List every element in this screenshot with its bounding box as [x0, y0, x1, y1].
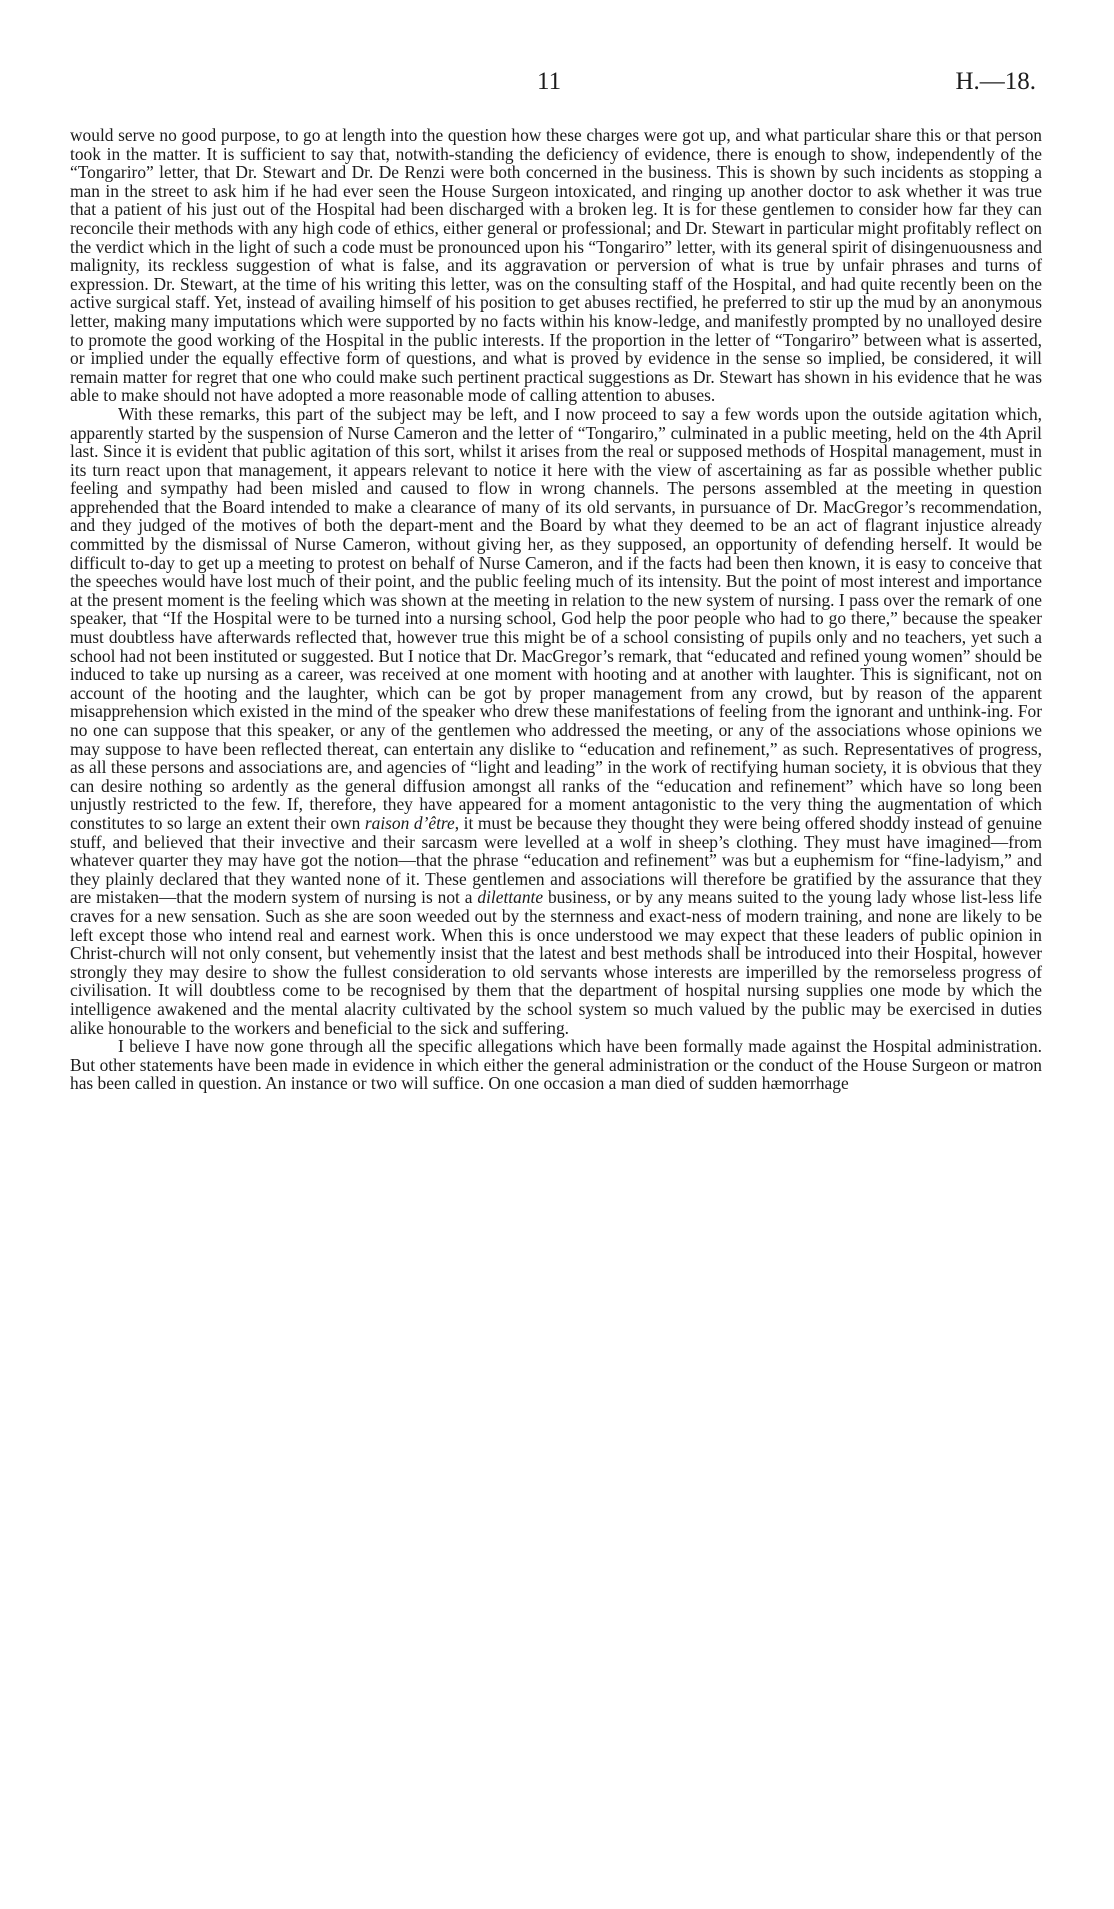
text-run: would serve no good purpose, to go at length into the question how these charges were got up, and what particular share this or that person took in the matter. It is sufficient to say that, notwith-standing the deficiency of evidence, there is enough to show, independently of the “Tongariro” letter, that Dr. Stewart and Dr. De Renzi were both concerned in the business. This is shown by such incidents as stopping a man in the street to ask him if he had ever seen the House Surgeon intoxicated, and ringing up another doctor to ask whether it was true that a patient of his just out of the Hospital had been discharged with a broken leg. It is for these gentlemen to consider how far they can reconcile their methods with any high code of ethics, either general or professional; and Dr. Stewart in particular might profitably reflect on the verdict which in the light of such a code must be pronounced upon his “Tongariro” letter, with its general spirit of disingenuousness and malignity, its reckless suggestion of what is false, and its aggravation or perversion of what is true by unfair phrases and turns of expression. Dr. Stewart, at the time of his writing this letter, was on the consulting staff of the Hospital, and had quite recently been on the active surgical staff. Yet, instead of availing himself of his position to get abuses rectified, he preferred to stir up the mud by an anonymous letter, making many imputations which were supported by no facts within his know-ledge, and manifestly prompted by no unalloyed desire to promote the good working of the Hospital in the public interests. If the proportion in the letter of “Tongariro” between what is asserted, or implied under the equally effective form of questions, and what is proved by evidence in the sense so implied, be considered, it will remain matter for regret that one who could make such pertinent practical suggestions as Dr. Stewart has shown in his evidence that he was able to make should not have adopted a more reasonable mode of calling attention to abuses. — [70, 125, 1042, 406]
paragraph-specific-allegations — [70, 1037, 1042, 1093]
text-run: With these remarks, this part of the subject may be left, and I now proceed to say a few words upon the outside agitation which, apparently started by the suspension of Nurse Cameron and the letter of “Tongariro,” culminated in a public meeting, held on the 4th April last. Since it is evident that public agitation of this sort, whilst it arises from the real or supposed methods of Hospital management, must in its turn react upon that management, it appears relevant to notice it here with the view of ascertaining as far as possible whether public feeling and sympathy had been misled and caused to flow in wrong channels. The persons assembled at the meeting in question apprehended that the Board intended to make a clearance of many of its old servants, in pursuance of Dr. MacGregor’s recommendation, and they judged of the motives of both the depart-ment and the Board by what they deemed to be an act of flagrant injustice already committed by the dismissal of Nurse Cameron, without giving her, as they supposed, an opportunity of defending herself. It would be difficult to-day to get up a meeting to protest on behalf of Nurse Cameron, and if the facts had been then known, it is easy to conceive that the speeches would have lost much of their point, and the public feeling much of its intensity. But the point of most interest and importance at the present moment is the feeling which was shown at the meeting in relation to the new system of nursing. I pass over the remark of one speaker, that “If the Hospital were to be turned into a nursing school, God help the poor people who had to go there,” because the speaker must doubtless have afterwards reflected that, however true this might be of a school consisting of pupils only and no teachers, yet such a school had not been instituted or suggested. But I notice that Dr. MacGregor’s remark, that “educated and refined young women” should be induced to take up nursing as a career, was received at one moment with hooting and at another with laughter. This is significant, not on account of the hooting and the laughter, which can be got by proper management from any crowd, but by reason of the apparent misapprehension which existed in the mind of the speaker who drew these manifestations of feeling from the ignorant and unthink-ing. For no one can suppose that this speaker, or any of the gentlemen who addressed the meeting, or any of the associations whose opinions we may suppose to have been reflected thereat, can entertain any dislike to “education and refinement,” as such. Representatives of progress, as all these persons and associations are, and agencies of “light and leading” in the work of rectifying human society, it is obvious that they can desire nothing so ardently as the general diffusion amongst all ranks of the “education and refinement” which have so long been unjustly restricted to the few. If, therefore, they have appeared for a moment antagonistic to the very thing the augmentation of which constitutes to so large an extent their own — [70, 403, 1042, 833]
page-header — [0, 68, 1114, 102]
text-run: business, or by any means suited to the young lady whose list-less life craves for a new sensation. Such as she are soon weeded out by the sternness and exact-ness of modern training, and none are likely to be left except those who intend real and earnest work. When this is once understood we may expect that these leaders of public opinion in Christ-church will not only consent, but vehemently insist that the latest and best methods shall be introduced into their Hospital, however strongly they may desire to show the fullest consideration to old servants whose interests are imperilled by the remorseless progress of civilisation. It will doubtless come to be recognised by them that the department of hospital nursing supplies one mode by which the intelligence awakened and the mental alacrity cultivated by the school system so much valued by the public may be exercised in duties alike honourable to the workers and beneficial to the sick and suffering. — [70, 887, 1042, 1038]
document-reference: H.—18. — [955, 68, 1036, 95]
page-number: 11 — [537, 68, 562, 95]
paragraph-outside-agitation — [70, 405, 1042, 1037]
text-run: I believe I have now gone through all the specific allegations which have been formally made against the Hospital administration. But other statements have been made in evidence in which either the general administration or the conduct of the House Surgeon or matron has been called in question. An instance or two will suffice. On one occasion a man died of sudden hæmorrhage — [70, 1036, 1042, 1094]
italic-text-run: dilettante — [477, 887, 544, 908]
text-run: , it must be because they thought they were being offered shoddy instead of genuine stuff, and believed that their invective and their sarcasm were levelled at a wolf in sheep’s clothing. They must have imagined—from whatever quarter they may have got the notion—that the phrase “education and refinement” was but a euphemism for “fine-ladyism,” and they plainly declared that they wanted none of it. These gentlemen and associations will therefore be gratified by the assurance that they are mistaken—that the modern system of nursing is not a — [70, 812, 1042, 908]
paragraph-continuation — [70, 126, 1042, 405]
body-text — [70, 126, 1042, 1093]
italic-text-run: raison d’être — [364, 812, 455, 833]
